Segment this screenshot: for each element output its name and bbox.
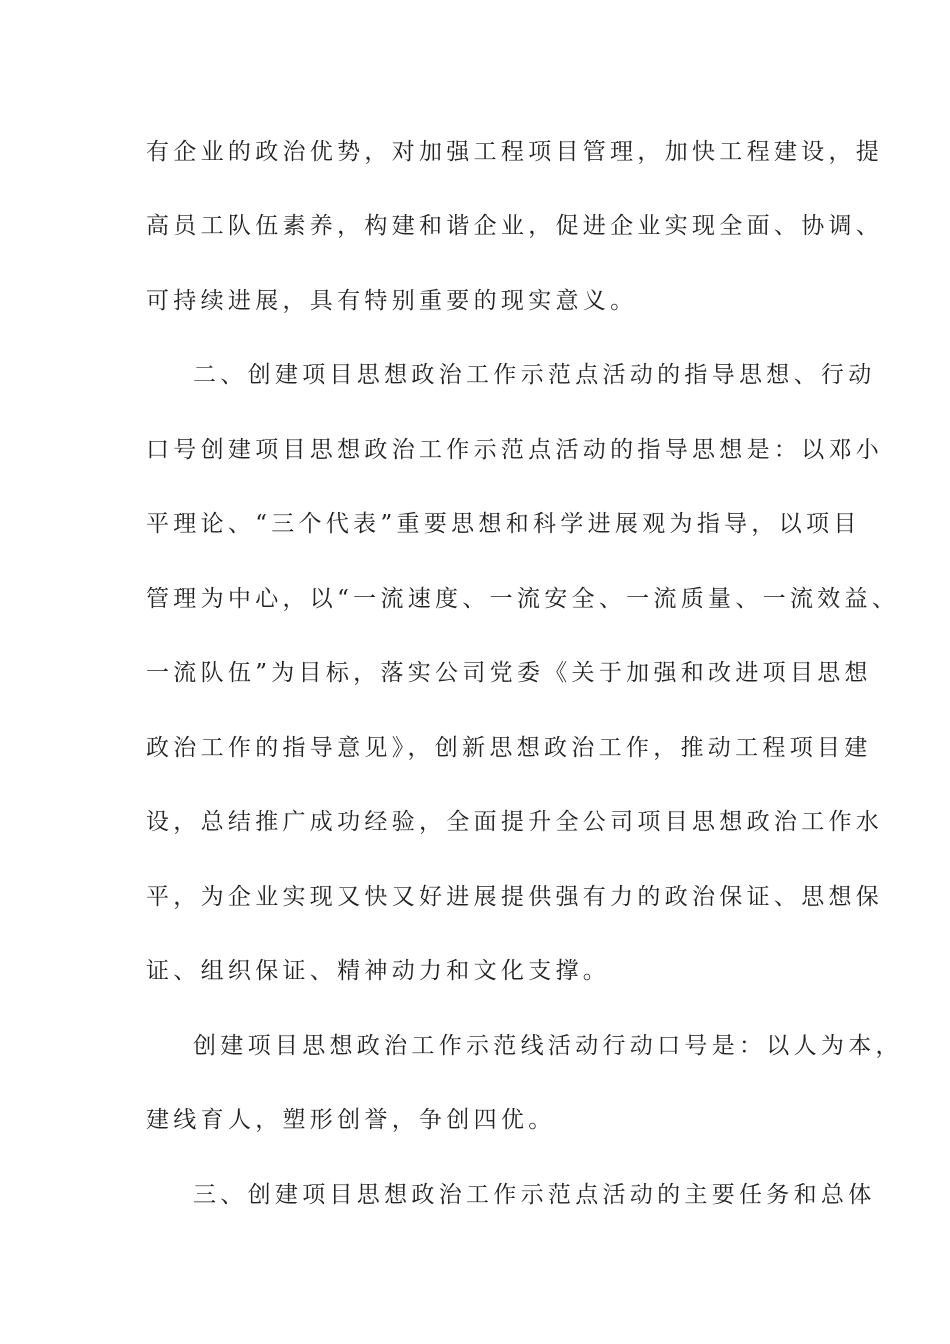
paragraph-start: 创建项目思想政治工作示范线活动行动口号是：以人为本， xyxy=(193,1033,903,1059)
text-line: 平，为企业实现又快又好进展提供强有力的政治保证、思想保 xyxy=(146,884,884,910)
section-heading: 三、创建项目思想政治工作示范点活动的主要任务和总体 xyxy=(193,1182,876,1208)
section-heading: 二、创建项目思想政治工作示范点活动的指导思想、行动 xyxy=(193,362,876,388)
text-line: 政治工作的指导意见》，创新思想政治工作，推动工程项目建 xyxy=(146,735,872,761)
text-line: 证、组织保证、精神动力和文化支撑。 xyxy=(146,958,611,984)
text-line: 设，总结推广成功经验，全面提升全公司项目思想政治工作水 xyxy=(146,809,884,835)
text-line: 有企业的政治优势，对加强工程项目管理，加快工程建设，提 xyxy=(146,139,884,165)
text-line: 高员工队伍素养，构建和谐企业，促进企业实现全面、协调、 xyxy=(146,213,884,239)
text-line: 一流队伍”为目标，落实公司党委《关于加强和改进项目思想 xyxy=(146,660,872,686)
text-line: 管理为中心，以“一流速度、一流安全、一流质量、一流效益、 xyxy=(146,586,900,612)
text-line: 可持续进展，具有特别重要的现实意义。 xyxy=(146,288,638,314)
text-line: 建线育人，塑形创誉，争创四优。 xyxy=(146,1107,556,1133)
text-line: 口号创建项目思想政治工作示范点活动的指导思想是：以邓小 xyxy=(146,437,884,463)
text-line: 平理论、“三个代表”重要思想和科学进展观为指导，以项目 xyxy=(146,511,861,537)
